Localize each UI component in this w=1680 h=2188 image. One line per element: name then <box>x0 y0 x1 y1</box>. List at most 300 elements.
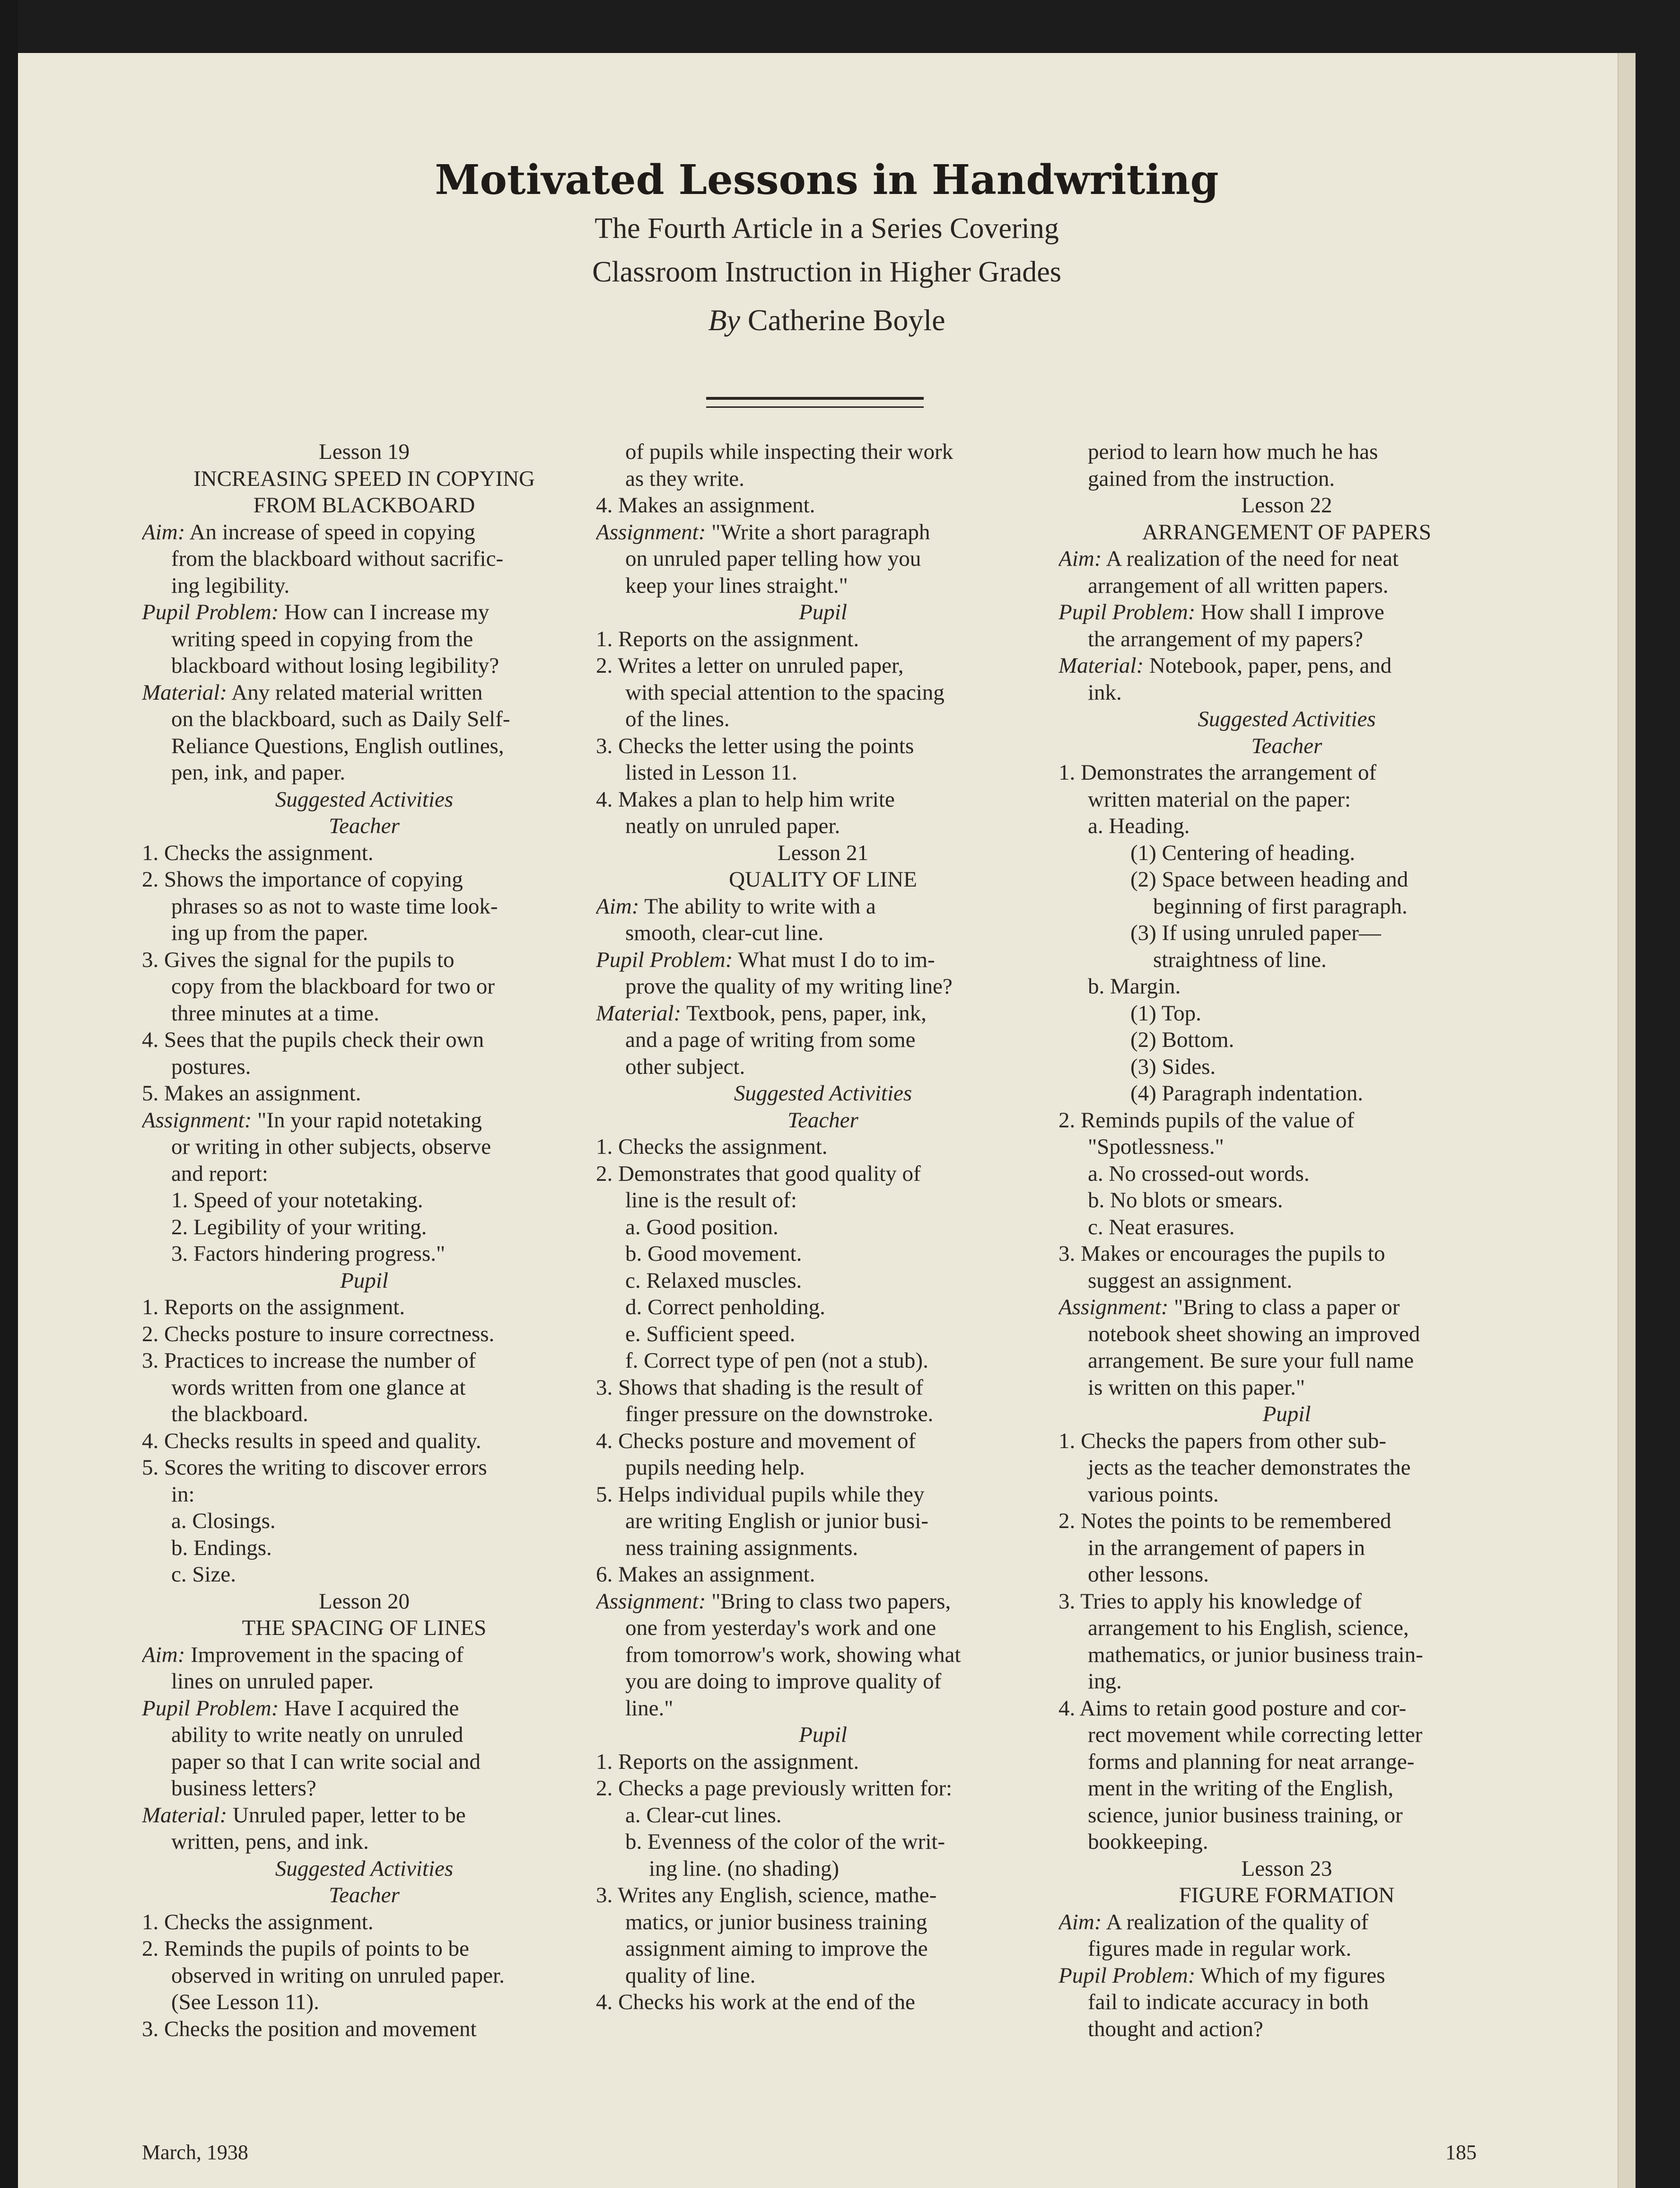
line-text: period to learn how much he has <box>1088 439 1378 464</box>
text-line <box>596 572 1050 599</box>
text-line <box>1059 1722 1515 1749</box>
text-line <box>596 1802 1050 1829</box>
text-line <box>142 1214 586 1241</box>
text-line <box>142 1642 586 1669</box>
text-line <box>142 1909 586 1936</box>
line-text: ing. <box>1088 1669 1122 1694</box>
line-text: Teacher <box>329 814 400 838</box>
author-name: Catherine Boyle <box>747 303 945 337</box>
line-text: ability to write neatly on unruled <box>171 1722 464 1747</box>
line-text: straightness of line. <box>1153 947 1327 972</box>
text-line <box>1059 1454 1515 1481</box>
text-line <box>596 652 1050 679</box>
text-line <box>596 1695 1050 1722</box>
text-line <box>142 1321 586 1348</box>
text-line <box>1059 733 1515 760</box>
line-text: writing speed in copying from the <box>171 626 473 651</box>
text-line <box>1059 813 1515 840</box>
text-line <box>596 492 1050 519</box>
text-line <box>142 1989 586 2016</box>
text-line <box>1059 893 1515 920</box>
text-line <box>142 1347 586 1374</box>
line-text: 3. Checks the position and movement <box>142 2016 477 2041</box>
text-line <box>1059 866 1515 893</box>
text-line <box>142 1240 586 1267</box>
line-text: c. Relaxed muscles. <box>625 1268 802 1293</box>
line-text: The ability to write with a <box>639 894 876 919</box>
text-line <box>142 866 586 893</box>
line-text: the arrangement of my papers? <box>1088 626 1364 651</box>
line-text: ness training assignments. <box>625 1535 858 1560</box>
line-text: (1) Centering of heading. <box>1130 840 1356 865</box>
line-text: Reliance Questions, English outlines, <box>171 733 504 758</box>
line-text: 4. Makes a plan to help him write <box>596 787 895 812</box>
line-text: "In your rapid notetaking <box>252 1107 482 1133</box>
text-line <box>1059 759 1515 786</box>
text-line <box>1059 1000 1515 1027</box>
byline-prefix: By <box>708 303 740 337</box>
text-line <box>596 1428 1050 1455</box>
line-text: 3. Factors hindering progress." <box>171 1241 446 1266</box>
text-line <box>596 1347 1050 1374</box>
line-text: line is the result of: <box>625 1188 797 1213</box>
text-line <box>142 1080 586 1107</box>
line-text: c. Neat erasures. <box>1088 1214 1235 1239</box>
line-text: assignment aiming to improve the <box>625 1936 928 1961</box>
line-text: or writing in other subjects, observe <box>171 1134 491 1159</box>
text-line <box>142 1722 586 1749</box>
line-text: Any related material written <box>227 680 483 705</box>
line-text: (See Lesson 11). <box>171 1990 319 2014</box>
line-text: is written on this paper." <box>1088 1375 1305 1400</box>
line-text: Pupil <box>799 1722 847 1747</box>
text-line <box>142 545 586 572</box>
text-line <box>596 1401 1050 1428</box>
text-line <box>1059 2016 1515 2043</box>
article-header <box>18 154 1636 342</box>
line-text: a. Closings. <box>171 1509 276 1533</box>
line-text: gained from the instruction. <box>1088 466 1335 491</box>
line-text: other subject. <box>625 1054 745 1079</box>
text-line <box>1059 1828 1515 1855</box>
field-label: Pupil Problem: <box>1059 600 1196 624</box>
text-line <box>1059 1989 1515 2016</box>
line-text: of the lines. <box>625 707 730 731</box>
line-text: 4. Makes an assignment. <box>596 493 815 518</box>
text-line <box>1059 1802 1515 1829</box>
line-text: b. Endings. <box>171 1535 272 1560</box>
text-line <box>142 1962 586 1989</box>
line-text: other lessons. <box>1088 1562 1209 1587</box>
text-line <box>142 1828 586 1855</box>
text-line <box>596 1027 1050 1054</box>
text-line <box>1059 1855 1515 1882</box>
text-line <box>596 1000 1050 1027</box>
text-line <box>596 1989 1050 2016</box>
line-text: business letters? <box>171 1776 316 1801</box>
line-text: Teacher <box>788 1107 858 1133</box>
text-line <box>596 1240 1050 1267</box>
line-text: (3) Sides. <box>1130 1054 1216 1079</box>
line-text: e. Sufficient speed. <box>625 1321 796 1346</box>
line-text: paper so that I can write social and <box>171 1749 481 1774</box>
line-text: Lesson 21 <box>778 840 868 865</box>
line-text: How can I increase my <box>279 600 490 624</box>
line-text: ing legibility. <box>171 573 290 598</box>
line-text: with special attention to the spacing <box>625 680 945 705</box>
field-label: Aim: <box>596 894 639 919</box>
text-line <box>596 813 1050 840</box>
text-line <box>142 1855 586 1882</box>
text-line <box>596 1722 1050 1749</box>
footer-date: March, 1938 <box>142 2141 248 2164</box>
page-edge <box>1618 53 1636 2188</box>
line-text: QUALITY OF LINE <box>729 867 917 892</box>
line-text: as they write. <box>625 466 744 491</box>
text-line <box>1059 1962 1515 1989</box>
text-line <box>1059 1588 1515 1615</box>
line-text: Teacher <box>329 1883 400 1907</box>
line-text: 3. Gives the signal for the pupils to <box>142 947 455 972</box>
line-text: of pupils while inspecting their work <box>625 439 954 464</box>
text-line <box>596 1642 1050 1669</box>
text-line <box>1059 920 1515 947</box>
line-text: line." <box>625 1696 674 1721</box>
text-line <box>596 1374 1050 1401</box>
text-line <box>596 1828 1050 1855</box>
scan-background <box>0 0 18 2188</box>
line-text: listed in Lesson 11. <box>625 760 797 785</box>
text-line <box>1059 492 1515 519</box>
text-line <box>142 759 586 786</box>
line-text: 2. Checks a page previously written for: <box>596 1776 953 1801</box>
line-text: Textbook, pens, paper, ink, <box>681 1001 927 1026</box>
title-divider-rule <box>706 397 924 408</box>
text-line <box>142 1134 586 1160</box>
field-label: Material: <box>142 680 228 705</box>
text-line <box>142 1374 586 1401</box>
line-text: Pupil <box>799 600 847 624</box>
text-line <box>142 1000 586 1027</box>
line-text: lines on unruled paper. <box>171 1669 374 1694</box>
text-line <box>142 492 586 519</box>
line-text: c. Size. <box>171 1562 236 1587</box>
line-text: suggest an assignment. <box>1088 1268 1293 1293</box>
line-text: the blackboard. <box>171 1402 308 1426</box>
text-line <box>1059 652 1515 679</box>
text-line <box>1059 973 1515 1000</box>
line-text: Suggested Activities <box>275 1856 454 1881</box>
line-text: Lesson 23 <box>1241 1856 1332 1881</box>
line-text: Lesson 20 <box>319 1589 410 1614</box>
line-text: 3. Writes any English, science, mathe- <box>596 1883 937 1907</box>
line-text: "Spotlessness." <box>1088 1134 1224 1159</box>
text-line <box>142 1882 586 1909</box>
text-line <box>1059 679 1515 706</box>
text-line <box>142 1401 586 1428</box>
text-line <box>1059 1187 1515 1214</box>
text-line <box>142 652 586 679</box>
text-line <box>1059 519 1515 546</box>
text-line <box>1059 1642 1515 1669</box>
text-line <box>1059 1107 1515 1134</box>
line-text: ing up from the paper. <box>171 921 368 945</box>
line-text: 1. Reports on the assignment. <box>596 1749 859 1774</box>
text-line <box>596 1962 1050 1989</box>
line-text: pupils needing help. <box>625 1455 805 1480</box>
line-text: "Bring to class two papers, <box>706 1589 951 1614</box>
text-line <box>142 519 586 546</box>
text-line <box>142 1107 586 1134</box>
text-line <box>596 1668 1050 1695</box>
text-line <box>1059 1080 1515 1107</box>
text-line <box>1059 439 1515 466</box>
text-line <box>1059 1695 1515 1722</box>
text-line <box>142 1561 586 1588</box>
line-text: d. Correct penholding. <box>625 1295 825 1319</box>
line-text: 1. Checks the assignment. <box>142 1909 374 1934</box>
text-line <box>142 1160 586 1187</box>
text-line <box>142 1802 586 1829</box>
text-line <box>142 1187 586 1214</box>
text-line <box>1059 1240 1515 1267</box>
line-text: from tomorrow's work, showing what <box>625 1642 961 1667</box>
line-text: a. Clear-cut lines. <box>625 1802 782 1828</box>
text-line <box>142 2016 586 2043</box>
field-label: Aim: <box>1059 1909 1102 1934</box>
text-line <box>596 733 1050 760</box>
text-line <box>142 706 586 733</box>
text-line <box>142 679 586 706</box>
text-line <box>596 466 1050 492</box>
line-text: (1) Top. <box>1130 1001 1201 1026</box>
text-line <box>596 1187 1050 1214</box>
line-text: b. Good movement. <box>625 1241 802 1266</box>
line-text: 2. Reminds the pupils of points to be <box>142 1936 469 1961</box>
line-text: science, junior business training, or <box>1088 1802 1403 1828</box>
line-text: Improvement in the spacing of <box>185 1642 464 1667</box>
line-text: 1. Checks the papers from other sub- <box>1059 1428 1387 1453</box>
text-line <box>1059 1481 1515 1508</box>
text-line <box>1059 1749 1515 1775</box>
line-text: and report: <box>171 1161 268 1186</box>
line-text: a. No crossed-out words. <box>1088 1161 1310 1186</box>
text-line <box>142 920 586 947</box>
line-text: postures. <box>171 1054 251 1079</box>
line-text: pen, ink, and paper. <box>171 760 346 785</box>
line-text: phrases so as not to waste time look- <box>171 894 498 919</box>
line-text: b. Margin. <box>1088 974 1181 999</box>
line-text: 3. Tries to apply his knowledge of <box>1059 1589 1362 1614</box>
line-text: THE SPACING OF LINES <box>242 1616 487 1640</box>
line-text: 1. Checks the assignment. <box>142 840 374 865</box>
article-subtitle-line-1: The Fourth Article in a Series Covering <box>595 212 1059 245</box>
line-text: and a page of writing from some <box>625 1028 916 1052</box>
line-text: 2. Checks posture to insure correctness. <box>142 1321 495 1346</box>
text-line <box>142 1588 586 1615</box>
line-text: mathematics, or junior business train- <box>1088 1642 1423 1667</box>
text-column-1 <box>142 439 586 2042</box>
field-label: Aim: <box>142 1642 185 1667</box>
line-text: (2) Space between heading and <box>1130 867 1409 892</box>
text-line <box>142 1935 586 1962</box>
field-label: Pupil Problem: <box>1059 1963 1196 1988</box>
field-label: Material: <box>142 1802 228 1828</box>
article-title: Motivated Lessons in Handwriting <box>435 156 1219 204</box>
line-text: beginning of first paragraph. <box>1153 894 1408 919</box>
line-text: are writing English or junior busi- <box>625 1509 928 1533</box>
text-line <box>1059 1428 1515 1455</box>
line-text: 6. Makes an assignment. <box>596 1562 815 1587</box>
text-line <box>596 1134 1050 1160</box>
line-text: 1. Demonstrates the arrangement of <box>1059 760 1377 785</box>
line-text: 1. Checks the assignment. <box>596 1134 828 1159</box>
line-text: Unruled paper, letter to be <box>227 1802 466 1828</box>
text-line <box>1059 1294 1515 1321</box>
line-text: bookkeeping. <box>1088 1829 1208 1854</box>
text-line <box>596 1935 1050 1962</box>
line-text: 5. Scores the writing to discover errors <box>142 1455 487 1480</box>
field-label: Aim: <box>1059 546 1102 571</box>
text-line <box>596 1588 1050 1615</box>
text-line <box>1059 1935 1515 1962</box>
line-text: Lesson 19 <box>319 439 410 464</box>
magazine-page <box>18 53 1636 2188</box>
text-line <box>1059 1321 1515 1348</box>
text-line <box>1059 626 1515 653</box>
line-text: "Write a short paragraph <box>706 519 930 545</box>
text-line <box>596 1267 1050 1294</box>
text-line <box>596 679 1050 706</box>
text-line <box>1059 1909 1515 1936</box>
line-text: thought and action? <box>1088 2016 1263 2041</box>
line-text: Pupil <box>1262 1402 1311 1426</box>
text-line <box>596 786 1050 813</box>
line-text: 2. Legibility of your writing. <box>171 1214 427 1239</box>
line-text: FROM BLACKBOARD <box>253 493 475 518</box>
text-line <box>1059 706 1515 733</box>
page-number: 185 <box>1445 2141 1477 2164</box>
text-line <box>142 1535 586 1562</box>
text-line <box>1059 1882 1515 1909</box>
line-text: How shall I improve <box>1195 600 1384 624</box>
text-line <box>596 1481 1050 1508</box>
text-line <box>596 973 1050 1000</box>
text-line <box>142 1481 586 1508</box>
field-label: Material: <box>1059 653 1144 678</box>
line-text: 2. Demonstrates that good quality of <box>596 1161 921 1186</box>
line-text: Have I acquired the <box>279 1696 459 1721</box>
line-text: 4. Checks posture and movement of <box>596 1428 916 1453</box>
field-label: Assignment: <box>142 1107 252 1133</box>
text-line <box>596 1054 1050 1081</box>
text-line <box>1059 1508 1515 1535</box>
text-line <box>1059 1374 1515 1401</box>
text-line <box>142 1454 586 1481</box>
line-text: observed in writing on unruled paper. <box>171 1963 505 1988</box>
text-column-2 <box>596 439 1050 2016</box>
line-text: you are doing to improve quality of <box>625 1669 942 1694</box>
line-text: (3) If using unruled paper— <box>1130 921 1381 945</box>
line-text: on unruled paper telling how you <box>625 546 921 571</box>
field-label: Aim: <box>142 519 185 545</box>
field-label: Assignment: <box>1059 1295 1169 1319</box>
text-line <box>142 1508 586 1535</box>
text-line <box>142 1775 586 1802</box>
text-line <box>596 759 1050 786</box>
text-line <box>596 519 1050 546</box>
text-line <box>142 1749 586 1775</box>
line-text: keep your lines straight." <box>625 573 848 598</box>
line-text: 1. Reports on the assignment. <box>142 1295 405 1319</box>
text-line <box>596 1909 1050 1936</box>
line-text: 1. Reports on the assignment. <box>596 626 859 651</box>
text-line <box>1059 1347 1515 1374</box>
text-line <box>1059 1160 1515 1187</box>
line-text: Notebook, paper, pens, and <box>1144 653 1392 678</box>
text-line <box>596 1321 1050 1348</box>
line-text: f. Correct type of pen (not a stub). <box>625 1348 928 1373</box>
line-text: jects as the teacher demonstrates the <box>1088 1455 1411 1480</box>
line-text: b. No blots or smears. <box>1088 1188 1283 1213</box>
line-text: ARRANGEMENT OF PAPERS <box>1142 519 1432 545</box>
text-line <box>142 947 586 974</box>
line-text: 4. Sees that the pupils check their own <box>142 1028 484 1052</box>
text-line <box>1059 1054 1515 1081</box>
text-line <box>1059 947 1515 974</box>
text-line <box>596 706 1050 733</box>
text-line <box>596 920 1050 947</box>
text-line <box>1059 1401 1515 1428</box>
line-text: b. Evenness of the color of the writ- <box>625 1829 945 1854</box>
line-text: 5. Makes an assignment. <box>142 1081 361 1106</box>
line-text: ink. <box>1088 680 1122 705</box>
text-line <box>142 626 586 653</box>
text-line <box>596 1214 1050 1241</box>
line-text: rect movement while correcting letter <box>1088 1722 1423 1747</box>
line-text: ing line. (no shading) <box>649 1856 840 1881</box>
text-line <box>1059 1267 1515 1294</box>
text-line <box>1059 1615 1515 1642</box>
line-text: matics, or junior business training <box>625 1909 928 1934</box>
line-text: blackboard without losing legibility? <box>171 653 499 678</box>
line-text: A realization of the quality of <box>1102 1909 1369 1934</box>
line-text: various points. <box>1088 1482 1219 1507</box>
text-line <box>596 599 1050 626</box>
line-text: a. Good position. <box>625 1214 779 1239</box>
line-text: in: <box>171 1482 195 1507</box>
text-line <box>596 1454 1050 1481</box>
text-line <box>1059 786 1515 813</box>
text-line <box>142 1615 586 1642</box>
line-text: figures made in regular work. <box>1088 1936 1352 1961</box>
text-line <box>142 1054 586 1081</box>
text-line <box>1059 1561 1515 1588</box>
field-label: Pupil Problem: <box>142 1696 279 1721</box>
text-line <box>142 1428 586 1455</box>
text-line <box>1059 1027 1515 1054</box>
text-line <box>596 1749 1050 1775</box>
line-text: (2) Bottom. <box>1130 1028 1234 1052</box>
text-line <box>596 1775 1050 1802</box>
line-text: written material on the paper: <box>1088 787 1351 812</box>
line-text: copy from the blackboard for two or <box>171 974 495 999</box>
text-line <box>142 1668 586 1695</box>
text-line <box>596 1882 1050 1909</box>
line-text: smooth, clear-cut line. <box>625 921 824 945</box>
line-text: 5. Helps individual pupils while they <box>596 1482 925 1507</box>
text-line <box>1059 599 1515 626</box>
